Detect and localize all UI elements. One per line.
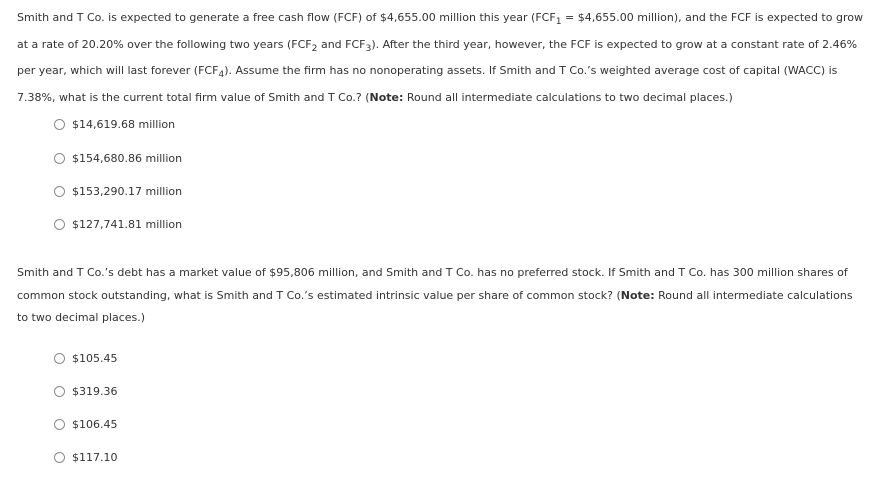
option-label: $127,741.81 million [72,217,183,231]
option-label: $154,680.86 million [72,151,183,165]
question-2-text-part: Round all intermediate calculations to two decimal places.) [17,288,853,324]
option-label: $117.10 [72,450,118,464]
question-2-option-3[interactable] [54,416,118,432]
note-label: Note: [369,91,404,105]
subscript-3: 3 [365,42,372,54]
question-1-option-4[interactable] [54,216,182,232]
question-1-option-2[interactable] [54,150,182,166]
radio-button[interactable] [54,353,65,364]
question-1-text-part: Smith and T Co. is expected to generate a free cash flow (FCF) of $4,655.00 million this year (FCF [17,11,556,24]
option-label: $14,619.68 million [72,117,176,131]
option-label: $106.45 [72,417,118,431]
subscript-4: 4 [218,69,225,81]
question-1-text-part: = $4,655.00 million), and the FCF is expected to grow at a rate of 20.20% over the following two years (FCF [17,11,863,51]
question-2-option-2[interactable] [54,383,118,399]
radio-button[interactable] [54,386,65,397]
radio-button[interactable] [54,186,65,197]
question-1-option-1[interactable] [54,116,175,132]
radio-button[interactable] [54,219,65,230]
option-label: $105.45 [72,351,118,365]
question-1-option-3[interactable] [54,183,182,199]
subscript-2: 2 [311,42,318,54]
radio-button[interactable] [54,452,65,463]
question-2-text-part: Smith and T Co.’s debt has a market value of $95,806 million, and Smith and T Co. has no preferred stock. If Smith and T Co. has 300 million shares of common stock outstanding, what is Smith and T Co.’s estimated intrinsic value per share of common stock? ( [17,266,848,302]
question-2-text [17,262,867,330]
question-2-option-4[interactable] [54,449,118,465]
option-label: $153,290.17 million [72,184,183,198]
question-1-text-part: and FCF [317,37,366,51]
note-label: Note: [620,288,655,302]
question-1-text-part: ). Assume the firm has no nonoperating assets. If Smith and T Co.’s weighted average cost of capital (WACC) is 7.38%, what is the current total firm value of Smith and T Co.? ( [17,64,838,105]
question-1-text-part: Round all intermediate calculations to two decimal places.) [403,91,733,105]
question-2-option-1[interactable] [54,350,118,366]
radio-button[interactable] [54,419,65,430]
question-1-text-part: ). After the third year, however, the FCF is expected to grow at a constant rate of 2.46% per year, which will last forever (FCF [17,37,858,78]
question-1-text [17,7,867,110]
radio-button[interactable] [54,153,65,164]
subscript-1: 1 [555,16,562,28]
option-label: $319.36 [72,384,118,398]
radio-button[interactable] [54,119,65,130]
